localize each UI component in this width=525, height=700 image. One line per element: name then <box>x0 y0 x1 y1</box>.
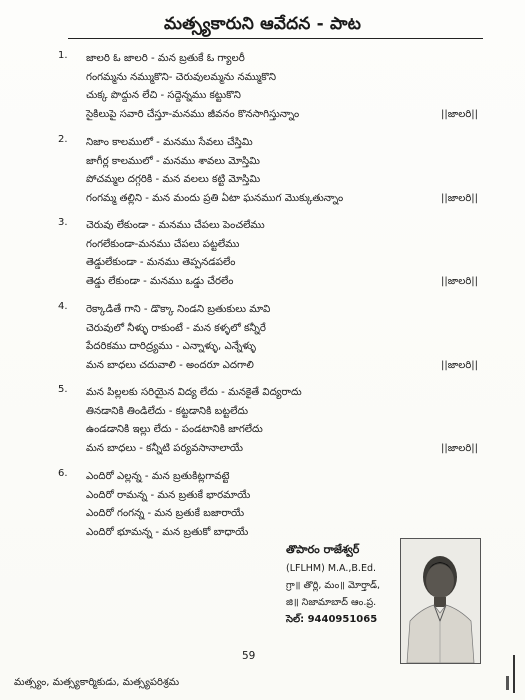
stanza-line-text: గంగమ్మ తల్లిని - మన మందు ప్రతి ఏటా ఘనముగ మొక్కుతున్నాం <box>86 192 344 204</box>
stanza-line-last <box>86 106 478 125</box>
stanza-number: 6. <box>58 468 68 479</box>
refrain-marker: ||జాలరి|| <box>441 442 478 454</box>
author-portrait-photo <box>400 538 481 664</box>
stanza-line-last <box>86 440 478 459</box>
stanza-line: ఎందిరో భూమన్న - మన బ్రతుకో బాధాయే <box>86 526 249 538</box>
stanza-lines <box>86 134 478 208</box>
stanza-line-text: మన బాధలు - కన్నీటి పర్యవసానాలాయే <box>86 442 243 454</box>
stanza-lines <box>86 217 478 291</box>
stanza-number: 4. <box>58 301 68 312</box>
stanza-line: ఎందిరో రామన్న - మన బ్రతుకే భారమాయే <box>86 489 251 501</box>
author-district: జి॥ నిజామాబాద్ ఆం.ప్ర. <box>286 597 377 608</box>
refrain-marker: ||జాలరి|| <box>441 108 478 120</box>
stanza-number: 5. <box>58 384 68 395</box>
stanza-line: ఉండడానికి ఇల్లు లేదు - పండటానికి జాగలేదు <box>86 424 263 435</box>
stanza-line: జాలరి ఓ జాలరి - మన బ్రతుకే ఓ గ్యాలరీ <box>86 53 245 64</box>
portrait-illustration <box>401 539 480 663</box>
stanza-lines <box>86 50 478 124</box>
stanza-line-text: మన బాధలు చదువాలి - అందరూ ఎదగాలి <box>86 359 254 371</box>
stanza-line: గంగమ్మను నమ్ముకొని- చెరువులమ్మను నమ్ముకొని <box>86 71 277 83</box>
stanza-number: 3. <box>58 217 68 228</box>
page-title: మత్స్యకారుని ఆవేదన - పాట <box>163 14 362 34</box>
stanza-line: చెరువులో నీళ్ళు రాకుంటే - మన కళ్ళలో కన్నీరే <box>86 322 266 334</box>
scan-edge-mark <box>513 655 515 693</box>
stanza-line: మన పిల్లలకు సరియైన విద్య లేదు - మనకైతే విద్యరాదు <box>86 387 302 398</box>
stanza-line-text: సైకిలుపై సవారి చేస్తూ-మనము జీవనం కొనసాగిస్తున్నాం <box>86 108 300 120</box>
stanza-line: చెరువు లేకుండా - మనము చేపలు పెంచలేము <box>86 220 265 231</box>
stanza-line: ఎందిరో ఎల్లన్న - మన బ్రతుకిట్లగావట్టె <box>86 471 230 482</box>
book-footer: మత్స్యం, మత్స్యకార్మికుడు, మత్స్యపరిశ్రమ <box>14 677 180 688</box>
author-village: గ్రా॥ తొర్లి, మం॥ మోర్తాడ్, <box>286 580 381 591</box>
author-phone: సెల్: 9440951065 <box>286 614 378 625</box>
stanza-line: పేదరికము దారిద్ర్యము - ఎన్నాళ్ళు, ఎన్నేళ్ళు <box>86 341 257 352</box>
stanza-line: చుక్క పొద్దున లేచి - సద్దెన్నము కట్టుకొని <box>86 90 241 101</box>
stanza-number: 1. <box>58 50 68 61</box>
scan-edge-mark <box>506 676 509 690</box>
refrain-marker: ||జాలరి|| <box>441 359 478 371</box>
stanza-lines <box>86 301 478 375</box>
stanza-line: తెడ్డులేకుండా - మనము తెప్పనడపలేం <box>86 257 236 268</box>
author-credit <box>286 540 396 629</box>
refrain-marker: ||జాలరి|| <box>441 275 478 287</box>
stanza-line-last <box>86 357 478 376</box>
page-number: 59 <box>242 650 256 662</box>
title-underline <box>68 38 483 39</box>
stanza-line: తినడానికి తిండిలేదు - కట్టడానికి బట్టలేదు <box>86 405 249 417</box>
stanza-line: నిజాం కాలములో - మనము సేవలు చేస్తిమి <box>86 137 253 148</box>
stanza-line-last <box>86 190 478 209</box>
author-qualification: (LFLHM) M.A.,B.Ed. <box>286 563 376 574</box>
stanza-number: 2. <box>58 134 68 145</box>
stanza-line: పోచమ్మల దగ్గరికి - మన వలలు కట్టి మోస్తిమి <box>86 174 261 185</box>
stanza-line-text: తెడ్డు లేకుండా - మనము ఒడ్డు చేరలేం <box>86 275 234 287</box>
stanza-line: రెక్కాడితే గాని - డొక్కా నిండని బ్రతుకులు మావి <box>86 304 271 315</box>
stanza-line: గంగలేకుండా-మనము చేపలు పట్టలేము <box>86 238 240 250</box>
stanza-line: ఎందిరో గంగన్న - మన బ్రతుకే బజారాయే <box>86 508 245 519</box>
refrain-marker: ||జాలరి|| <box>441 192 478 204</box>
author-name: తొపారం రాజేశ్వర్ <box>286 543 360 556</box>
stanza-line-last <box>86 273 478 292</box>
stanza-lines <box>86 384 478 458</box>
stanza-line: జాగీర్ల కాలములో - మనము శావలు మోస్తిమి <box>86 155 260 167</box>
stanza-lines <box>86 468 478 542</box>
